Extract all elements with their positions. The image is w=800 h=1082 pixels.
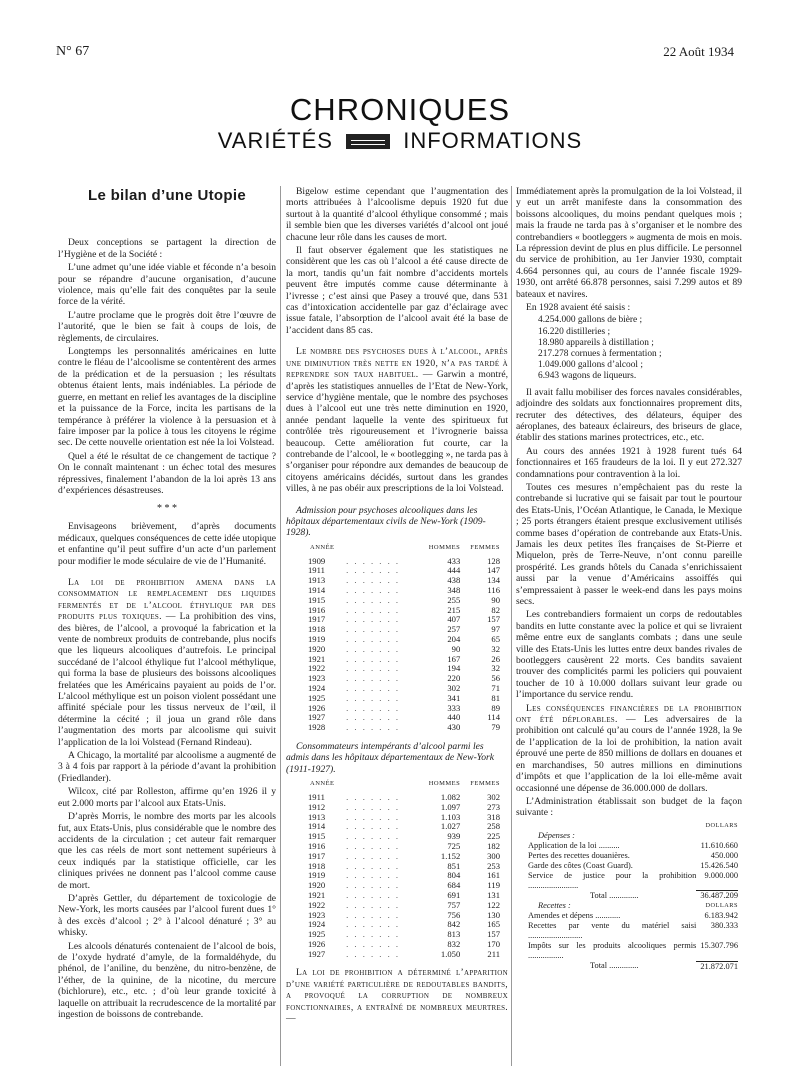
women-cell: 211 bbox=[487, 948, 500, 959]
men-cell: 204 bbox=[447, 633, 461, 644]
column-1 bbox=[58, 187, 277, 1022]
budget-value: 9.000.000 bbox=[696, 871, 738, 891]
women-cell: 157 bbox=[487, 929, 500, 940]
women-cell: 128 bbox=[487, 555, 500, 566]
men-cell: 220 bbox=[447, 673, 461, 684]
table-row bbox=[300, 664, 500, 674]
year-cell: 1914 bbox=[308, 821, 326, 832]
women-cell: 182 bbox=[487, 840, 500, 851]
table-row bbox=[300, 625, 500, 635]
year-cell: 1915 bbox=[308, 594, 326, 605]
paragraph-body: — Les adversaires de la prohibition ont calculé qu’au cours de l’année 1928, la 9e de l’application de la loi de prohibition, la nation avait éprouvé une perte de 850 millions de dollars en douanes et en marchandises, 50 autres millions en diminutions d’impôts et que l’application de la loi elle-même avait occasionné une dépense de 36.000.000 de dollars. bbox=[516, 714, 742, 794]
table-row bbox=[300, 566, 500, 576]
paragraph-lead: La loi de prohibition amena dans la consommation le remplacement des liquides fermentés et de l’alcool éthylique par des produits plus toxiques. bbox=[58, 576, 276, 623]
table-row bbox=[300, 901, 500, 911]
article-title: Le bilan d’une Utopie bbox=[88, 187, 246, 204]
column-2 bbox=[286, 186, 508, 1027]
leader-dots: . . . . . . . bbox=[346, 821, 401, 832]
leader-dots: . . . . . . . bbox=[346, 801, 401, 812]
table-row bbox=[300, 871, 500, 881]
year-cell: 1919 bbox=[308, 633, 326, 644]
year-cell: 1925 bbox=[308, 692, 326, 703]
leader-dots: . . . . . . . bbox=[346, 653, 401, 664]
paragraph: A Chicago, la mortalité par alcoolisme a augmenté de 3 à 4 fois par rapport à la période d’avant la prohibition (Friedlander). bbox=[58, 750, 276, 784]
leader-dots: . . . . . . . bbox=[346, 840, 401, 851]
budget-table bbox=[520, 821, 738, 972]
list-item: 217.278 cornues à fermentation ; bbox=[538, 349, 662, 360]
table-row bbox=[300, 891, 500, 901]
budget-row bbox=[520, 921, 738, 941]
budget-label: Impôts sur les produits alcooliques permis ................. bbox=[528, 941, 697, 961]
paragraph: L’Administration établissait son budget de la façon suivante : bbox=[516, 795, 742, 819]
men-cell: 302 bbox=[447, 682, 461, 693]
men-cell: 430 bbox=[447, 722, 461, 733]
women-cell: 134 bbox=[487, 575, 500, 586]
women-cell: 97 bbox=[491, 624, 500, 635]
paragraph: Les contrebandiers formaient un corps de redoutables bandits en lutte constante avec la police et qui se livraient même entre eux de sanglants combats ; dans une seule ville des Etats-Unis les luttes entre deux bandes rivales de bootleggers causèrent 22 morts. Ces bandits savaient trouver des complicités parmi les policiers qui pouvaient toucher de 10 à 10.000 dollars suivant leur grade ou l’importance du service rendu. bbox=[516, 609, 742, 701]
table-row bbox=[300, 862, 500, 872]
year-cell: 1926 bbox=[308, 938, 326, 949]
budget-row bbox=[520, 851, 738, 861]
budget-row bbox=[520, 941, 738, 961]
leader-dots: . . . . . . . bbox=[346, 692, 401, 703]
leader-dots: . . . . . . . bbox=[346, 811, 401, 822]
issue-number: N° 67 bbox=[56, 44, 90, 59]
paragraph: En 1928 avaient été saisis : bbox=[526, 302, 631, 314]
paragraph: Longtemps les personnalités américaines en lutte contre le fléau de l’alcoolisme se contentèrent des armes de la prédication et de la persuasion ; les résultats obtenus étaient lents, mais indéniables. La période de guerre, en mettant en relief les avantages de la discipline et la puissance de la Force, incita les partisans de la tempérance à préférer la violence à la persuasion et à faire imposer par la police à tous les citoyens le régime sec. De cette nouvelle orientation est née la loi Volstead. bbox=[58, 346, 276, 449]
table-row bbox=[300, 852, 500, 862]
year-cell: 1917 bbox=[308, 614, 326, 625]
table-row bbox=[300, 930, 500, 940]
table-row bbox=[300, 911, 500, 921]
leader-dots: . . . . . . . bbox=[346, 575, 401, 586]
women-cell: 161 bbox=[487, 870, 500, 881]
paragraph-lead: Le nombre des psychoses dues à l’alcool, après une diminution très nette en 1920, n’a pas tardé à reprendre son taux habituel. bbox=[286, 346, 508, 381]
men-cell: 333 bbox=[447, 702, 461, 713]
women-cell: 157 bbox=[487, 614, 500, 625]
column-3 bbox=[516, 186, 742, 972]
budget-section-title: Recettes : bbox=[538, 901, 571, 911]
paragraph: Wilcox, cité par Rolleston, affirme qu’en 1926 il y eut 2.000 morts par l’alcool aux Etats-Unis. bbox=[58, 786, 276, 809]
leader-dots: . . . . . . . bbox=[346, 663, 401, 674]
men-cell: 939 bbox=[447, 831, 461, 842]
budget-row bbox=[520, 871, 738, 891]
men-cell: 407 bbox=[447, 614, 461, 625]
men-cell: 832 bbox=[447, 938, 461, 949]
admissions-table bbox=[300, 541, 500, 733]
budget-value: 15.426.540 bbox=[700, 860, 738, 870]
table-row bbox=[300, 655, 500, 665]
leader-dots: . . . . . . . bbox=[346, 643, 401, 654]
paragraph bbox=[286, 967, 508, 1024]
men-cell: 433 bbox=[447, 555, 461, 566]
paragraph: Envisageons brièvement, d’après documents médicaux, quelques conséquences de cette idée utopique et enfantine qu’il peut suffire d’un acte d’un parlement pour modifier le mode séculaire de vie de l’Humanité. bbox=[58, 521, 276, 567]
budget-row bbox=[520, 861, 738, 871]
leader-dots: . . . . . . . bbox=[346, 712, 401, 723]
masthead-sub-right: INFORMATIONS bbox=[403, 128, 583, 153]
women-cell: 26 bbox=[491, 653, 500, 664]
women-cell: 300 bbox=[487, 850, 500, 861]
year-cell: 1918 bbox=[308, 860, 326, 871]
budget-value: 450.000 bbox=[710, 850, 738, 860]
column-header: FEMMES bbox=[470, 780, 500, 788]
men-cell: 851 bbox=[447, 860, 461, 871]
leader-dots: . . . . . . . bbox=[346, 870, 401, 881]
section-separator: * * * bbox=[157, 503, 177, 515]
year-cell: 1921 bbox=[308, 653, 326, 664]
table-row bbox=[300, 606, 500, 616]
year-cell: 1927 bbox=[308, 948, 326, 959]
men-cell: 684 bbox=[447, 880, 461, 891]
table-row bbox=[300, 793, 500, 803]
paragraph: L’une admet qu’une idée viable et féconde n’a besoin pour se répandre d’aucune organisation, d’aucune violence, mais qu’elle fait des conquêtes par la seule force de la vérité. bbox=[58, 262, 276, 308]
leader-dots: . . . . . . . bbox=[346, 614, 401, 625]
paragraph bbox=[286, 346, 508, 494]
men-cell: 757 bbox=[447, 899, 461, 910]
men-cell: 1.152 bbox=[440, 850, 461, 861]
budget-label: Recettes par vente du matériel saisi .......................... bbox=[528, 921, 697, 941]
women-cell: 90 bbox=[491, 594, 500, 605]
column-header: FEMMES bbox=[470, 543, 500, 551]
men-cell: 813 bbox=[447, 929, 461, 940]
table-row bbox=[300, 842, 500, 852]
women-cell: 81 bbox=[491, 692, 500, 703]
paragraph: Il avait fallu mobiliser des forces navales considérables, adjoindre des soldats aux fonctionnaires proprement dits, recruter des détectives, des délateurs, équiper des aéroplanes, des bateaux éclaireurs, des briseurs de glace, établir des stations marines protectrices, etc., etc. bbox=[516, 386, 742, 444]
budget-unit: DOLLARS bbox=[705, 902, 738, 910]
column-header bbox=[346, 541, 418, 557]
budget-row bbox=[520, 841, 738, 851]
budget-label: Garde des côtes (Coast Guard). bbox=[528, 860, 633, 870]
column-divider bbox=[280, 186, 281, 1066]
men-cell: 255 bbox=[447, 594, 461, 605]
women-cell: 89 bbox=[491, 702, 500, 713]
men-cell: 348 bbox=[447, 584, 461, 595]
leader-dots: . . . . . . . bbox=[346, 722, 401, 733]
masthead-title: CHRONIQUES bbox=[289, 92, 511, 127]
table-row bbox=[300, 635, 500, 645]
budget-value: 11.610.660 bbox=[700, 840, 738, 850]
leader-dots: . . . . . . . bbox=[346, 702, 401, 713]
men-cell: 756 bbox=[447, 909, 461, 920]
table-row bbox=[300, 615, 500, 625]
table-row bbox=[300, 813, 500, 823]
leader-dots: . . . . . . . bbox=[346, 673, 401, 684]
table-row bbox=[300, 803, 500, 813]
table-row bbox=[300, 645, 500, 655]
table-caption: Consommateurs intempérants d’alcool parmi les admis dans les hôpitaux départementaux de New-York (1911-1927). bbox=[286, 740, 495, 775]
paragraph: Immédiatement après la promulgation de la loi Volstead, il y eut un arrêt manifeste dans la consommation des boissons alcooliques, du moins pendant quelques mois ; mais la fraude ne tarda pas à s’organiser et le nombre des contrebandiers « bootleggers » augmenta de mois en mois. La répression devint de plus en plus difficile. Le personnel du service de prohibition, au 1er Janvier 1930, comptait 4.664 personnes qui, au cours de l’année fiscale 1929-1930, ont arrêté 66.878 personnes, saisi 7.299 autos et 89 bateaux et navires. bbox=[516, 186, 742, 300]
budget-row bbox=[520, 891, 738, 902]
women-cell: 65 bbox=[491, 633, 500, 644]
paragraph: L’autre proclame que le progrès doit être l’œuvre de l’autorité, que le bien se fait à coups de lois, de règlements, de circulaires. bbox=[58, 309, 276, 344]
women-cell: 71 bbox=[491, 682, 500, 693]
year-cell: 1915 bbox=[308, 831, 326, 842]
intemperate-table bbox=[300, 777, 500, 959]
list-item: 16.220 distilleries ; bbox=[538, 326, 611, 337]
paragraph-body: — La prohibition des vins, des bières, de l’alcool, a provoqué la fabrication et la vente de nombreux produits de contrebande, plus nocifs que les liqueurs alcooliques d’autrefois. Le principal succédané de l’alcool éthylique fut l’alcool méthylique, qui forma la base de plusieurs des boissons alcooliques frelatées que les Américains payaient au poids de l’or. L’alcool méthylique est un poison violent possédant une affinité spéciale pour les tissus nerveux de l’œil, il détermine la cécité ; il joua un grand rôle dans l’augmentation des morts par alcoolisme qui suivit l’application de la loi Volstead (Fernand Rindeau). bbox=[58, 611, 277, 748]
women-cell: 130 bbox=[487, 909, 500, 920]
men-cell: 444 bbox=[447, 565, 461, 576]
column-header: ANNÉE bbox=[310, 543, 335, 551]
table-row bbox=[300, 586, 500, 596]
table-row bbox=[300, 832, 500, 842]
year-cell: 1922 bbox=[308, 899, 326, 910]
year-cell: 1911 bbox=[308, 791, 325, 802]
table-row bbox=[300, 557, 500, 567]
budget-label: Pertes des recettes douanières. bbox=[528, 850, 630, 860]
men-cell: 440 bbox=[447, 712, 461, 723]
women-cell: 114 bbox=[487, 712, 500, 723]
year-cell: 1923 bbox=[308, 673, 326, 684]
masthead-emblem-icon bbox=[346, 134, 390, 149]
paragraph: D’après Morris, le nombre des morts par les alcools fut, aux Etats-Unis, plus considérable que le nombre des accidents de la circulation ; cet auteur fait remarquer que les cas réels de mort sont nettement supérieurs à ceux indiqués par la statistique officielle, car les cliniques privées ne donnent pas l’alcool comme cause de mort. bbox=[58, 811, 276, 891]
leader-dots: . . . . . . . bbox=[346, 594, 401, 605]
paragraph: Il faut observer également que les statistiques ne considèrent que les cas où l’alcool a été cause directe de la mort, tandis qu’un fait nombre d’accidents mortels peuvent être imputés comme cause déterminante à l’ivresse ; c’est ainsi que Pasey a trouvé que, dans 531 cas d’intoxication accidentelle par gaz d’éclairage avec issue fatale, l’absorption de l’alcool avait été la base de l’accident dans 85 cas. bbox=[286, 245, 508, 336]
budget-label: Application de la loi .......... bbox=[528, 840, 620, 850]
table-row bbox=[300, 576, 500, 586]
year-cell: 1911 bbox=[308, 565, 325, 576]
year-cell: 1923 bbox=[308, 909, 326, 920]
table-row bbox=[300, 920, 500, 930]
budget-value: 6.183.942 bbox=[704, 911, 738, 921]
women-cell: 165 bbox=[487, 919, 500, 930]
budget-row bbox=[520, 911, 738, 921]
table-row bbox=[300, 822, 500, 832]
year-cell: 1924 bbox=[308, 919, 326, 930]
seized-list bbox=[538, 315, 742, 382]
leader-dots: . . . . . . . bbox=[346, 880, 401, 891]
budget-row bbox=[520, 961, 738, 972]
year-cell: 1922 bbox=[308, 663, 326, 674]
men-cell: 1.103 bbox=[440, 811, 461, 822]
paragraph: Bigelow estime cependant que l’augmentation des morts attribuées à l’alcoolisme depuis 1920 fut due surtout à la quantité d’alcool éthylique consommé ; mais il semble bien que les diverses variétés d’alcool ont joué chacune leur rôle dans les causes de mort. bbox=[286, 186, 508, 243]
year-cell: 1913 bbox=[308, 575, 326, 586]
paragraph: Au cours des années 1921 à 1928 furent tués 64 fonctionnaires et 165 fraudeurs de la loi. Il y eut 272.327 condamnations pour contravention à la loi. bbox=[516, 445, 742, 480]
year-cell: 1912 bbox=[308, 801, 326, 812]
paragraph-body: — Garwin a montré, d’après les statistiques annuelles de l’Etat de New-York, service d’hygiène mentale, que le nombre des psychoses dues à l’alcool eut une très nette diminution en 1920, année pendant laquelle la vente des spiritueux fut contrôlée très rigoureusement et l’ivrognerie baissa beaucoup. Cette amélioration fut courte, car la contrebande de l’alcool, le « bootlegging », ne tarda pas à s’organiser pour répondre aux demandes de beaucoup de citoyens américains décidés, surtout dans les grandes villes, à ne pas obéir aux prescriptions de la loi Volstead. bbox=[286, 369, 508, 495]
table-row bbox=[300, 674, 500, 684]
men-cell: 842 bbox=[447, 919, 461, 930]
year-cell: 1913 bbox=[308, 811, 326, 822]
budget-value: 21.872.071 bbox=[700, 961, 738, 971]
women-cell: 82 bbox=[491, 604, 500, 615]
paragraph: D’après Gettler, du département de toxicologie de New-York, les morts causées par l’alcool furent dues 1° à des excès d’alcool ; 2° à l’alcool dénaturé ; 3° au whisky. bbox=[58, 892, 276, 939]
paragraph: Deux conceptions se partagent la direction de l’Hygiène et de la Société : bbox=[58, 237, 276, 260]
table-row bbox=[300, 713, 500, 723]
leader-dots: . . . . . . . bbox=[346, 604, 401, 615]
women-cell: 225 bbox=[487, 831, 500, 842]
column-header: ANNÉE bbox=[310, 780, 335, 788]
leader-dots: . . . . . . . bbox=[346, 850, 401, 861]
paragraph-body: — bbox=[286, 1013, 296, 1025]
masthead-subtitle bbox=[0, 128, 800, 154]
paragraph bbox=[516, 703, 742, 794]
year-cell: 1909 bbox=[308, 555, 326, 566]
budget-label: Total .............. bbox=[590, 961, 639, 971]
women-cell: 318 bbox=[487, 811, 500, 822]
paragraph: Quel a été le résultat de ce changement de tactique ? On le connaît maintenant : un échec total des mesures répressives, finalement l’abandon de la loi après 13 ans d’expériences désastreuses. bbox=[58, 450, 276, 496]
paragraph-lead: Les conséquences financières de la prohibition ont été déplorables. bbox=[516, 702, 742, 726]
table-row bbox=[300, 723, 500, 733]
budget-label: Amendes et dépens ............ bbox=[528, 911, 621, 921]
year-cell: 1920 bbox=[308, 643, 326, 654]
year-cell: 1928 bbox=[308, 722, 326, 733]
year-cell: 1918 bbox=[308, 624, 326, 635]
year-cell: 1926 bbox=[308, 702, 326, 713]
year-cell: 1927 bbox=[308, 712, 326, 723]
budget-unit: DOLLARS bbox=[705, 821, 738, 829]
budget-label: Service de justice pour la prohibition ........................ bbox=[528, 870, 697, 890]
men-cell: 215 bbox=[447, 604, 461, 615]
leader-dots: . . . . . . . bbox=[346, 929, 401, 940]
column-header bbox=[346, 777, 418, 793]
women-cell: 258 bbox=[487, 821, 500, 832]
table-row bbox=[300, 704, 500, 714]
column-divider bbox=[511, 186, 512, 1066]
budget-value: 15.307.796 bbox=[696, 941, 738, 961]
women-cell: 147 bbox=[487, 565, 500, 576]
women-cell: 122 bbox=[487, 899, 500, 910]
paragraph-lead: La loi de prohibition a déterminé l’apparition d’une variété particulière de redoutables bandits, a provoqué la corruption de nombreux fonctionnaires, a entraîné de nombreux meurtres. bbox=[286, 967, 508, 1013]
year-cell: 1916 bbox=[308, 604, 326, 615]
list-item: 18.980 appareils à distillation ; bbox=[538, 337, 654, 348]
men-cell: 804 bbox=[447, 870, 461, 881]
men-cell: 257 bbox=[447, 624, 461, 635]
year-cell: 1921 bbox=[308, 889, 326, 900]
table-row bbox=[300, 940, 500, 950]
budget-label: Total .............. bbox=[590, 890, 639, 900]
list-item: 4.254.000 gallons de bière ; bbox=[538, 315, 643, 326]
table-row bbox=[300, 881, 500, 891]
men-cell: 1.097 bbox=[440, 801, 461, 812]
leader-dots: . . . . . . . bbox=[346, 909, 401, 920]
leader-dots: . . . . . . . bbox=[346, 555, 401, 566]
year-cell: 1924 bbox=[308, 682, 326, 693]
leader-dots: . . . . . . . bbox=[346, 682, 401, 693]
paragraph: Les alcools dénaturés contenaient de l’alcool de bois, de l’oxyde hydraté d’amyle, de la formaldéhyde, du phénol, de l’aniline, du benzène, du nitro-benzène, de l’éther, de la quinine, de la nicotine, du mercure (bichlorure), etc., etc. ; d’où leur grande toxicité à laquelle on attribuait la recrudescence de la mortalité par ingestion de boissons de contrebande. bbox=[58, 940, 276, 1020]
year-cell: 1916 bbox=[308, 840, 326, 851]
women-cell: 302 bbox=[487, 791, 500, 802]
budget-section-title: Dépenses : bbox=[538, 830, 575, 840]
column-header: HOMMES bbox=[428, 780, 461, 788]
men-cell: 1.050 bbox=[440, 948, 461, 959]
leader-dots: . . . . . . . bbox=[346, 889, 401, 900]
women-cell: 32 bbox=[491, 663, 500, 674]
budget-row bbox=[520, 901, 738, 911]
table-row bbox=[300, 684, 500, 694]
list-item: 1.049.000 gallons d’alcool ; bbox=[538, 360, 643, 371]
year-cell: 1914 bbox=[308, 584, 326, 595]
leader-dots: . . . . . . . bbox=[346, 831, 401, 842]
year-cell: 1920 bbox=[308, 880, 326, 891]
masthead-sub-left: VARIÉTÉS bbox=[217, 128, 333, 153]
issue-date: 22 Août 1934 bbox=[663, 44, 734, 59]
men-cell: 691 bbox=[447, 889, 461, 900]
leader-dots: . . . . . . . bbox=[346, 948, 401, 959]
budget-value: 36.487.209 bbox=[700, 891, 738, 901]
women-cell: 116 bbox=[487, 584, 500, 595]
paragraph bbox=[58, 577, 276, 748]
leader-dots: . . . . . . . bbox=[346, 860, 401, 871]
year-cell: 1925 bbox=[308, 929, 326, 940]
table-row bbox=[300, 694, 500, 704]
women-cell: 170 bbox=[487, 938, 500, 949]
leader-dots: . . . . . . . bbox=[346, 565, 401, 576]
women-cell: 273 bbox=[487, 801, 500, 812]
budget-value: 380.333 bbox=[710, 921, 738, 931]
men-cell: 341 bbox=[447, 692, 461, 703]
women-cell: 32 bbox=[491, 643, 500, 654]
men-cell: 1.027 bbox=[440, 821, 461, 832]
leader-dots: . . . . . . . bbox=[346, 633, 401, 644]
year-cell: 1917 bbox=[308, 850, 326, 861]
table-caption: Admission pour psychoses alcooliques dans les hôpitaux départementaux civils de New-York (1909-1928). bbox=[286, 504, 486, 539]
women-cell: 56 bbox=[491, 673, 500, 684]
year-cell: 1919 bbox=[308, 870, 326, 881]
leader-dots: . . . . . . . bbox=[346, 791, 401, 802]
men-cell: 438 bbox=[447, 575, 461, 586]
leader-dots: . . . . . . . bbox=[346, 938, 401, 949]
column-header: HOMMES bbox=[428, 543, 461, 551]
leader-dots: . . . . . . . bbox=[346, 919, 401, 930]
women-cell: 79 bbox=[491, 722, 500, 733]
table-row bbox=[300, 950, 500, 960]
men-cell: 725 bbox=[447, 840, 461, 851]
list-item: 6.943 wagons de liqueurs. bbox=[538, 371, 637, 382]
men-cell: 167 bbox=[447, 653, 461, 664]
men-cell: 1.082 bbox=[440, 791, 461, 802]
women-cell: 131 bbox=[487, 889, 500, 900]
men-cell: 194 bbox=[447, 663, 461, 674]
leader-dots: . . . . . . . bbox=[346, 624, 401, 635]
women-cell: 119 bbox=[487, 880, 500, 891]
leader-dots: . . . . . . . bbox=[346, 584, 401, 595]
men-cell: 90 bbox=[451, 643, 461, 654]
table-row bbox=[300, 596, 500, 606]
leader-dots: . . . . . . . bbox=[346, 899, 401, 910]
women-cell: 253 bbox=[487, 860, 500, 871]
paragraph: Toutes ces mesures n’empêchaient pas du reste la contrebande si lucrative qui se faisait par tout le pourtour des Etats-Unis, l’Océan Atlantique, le Canada, le Mexique ; 25 ports étrangers étaient presque exclusivement utilisés comme bases d’opération de contrebande aux Etats-Unis. Jamais les deux petites îles françaises de St-Pierre et Miquelon, près de Terre-Neuve, n’ont connu pareille prospérité. Les grands hôtels du Canada s’enrichissaient aussi par la venue d’Américains assoiffés qui s’empressaient à passer le week-end dans les pays moins secs. bbox=[516, 481, 742, 607]
